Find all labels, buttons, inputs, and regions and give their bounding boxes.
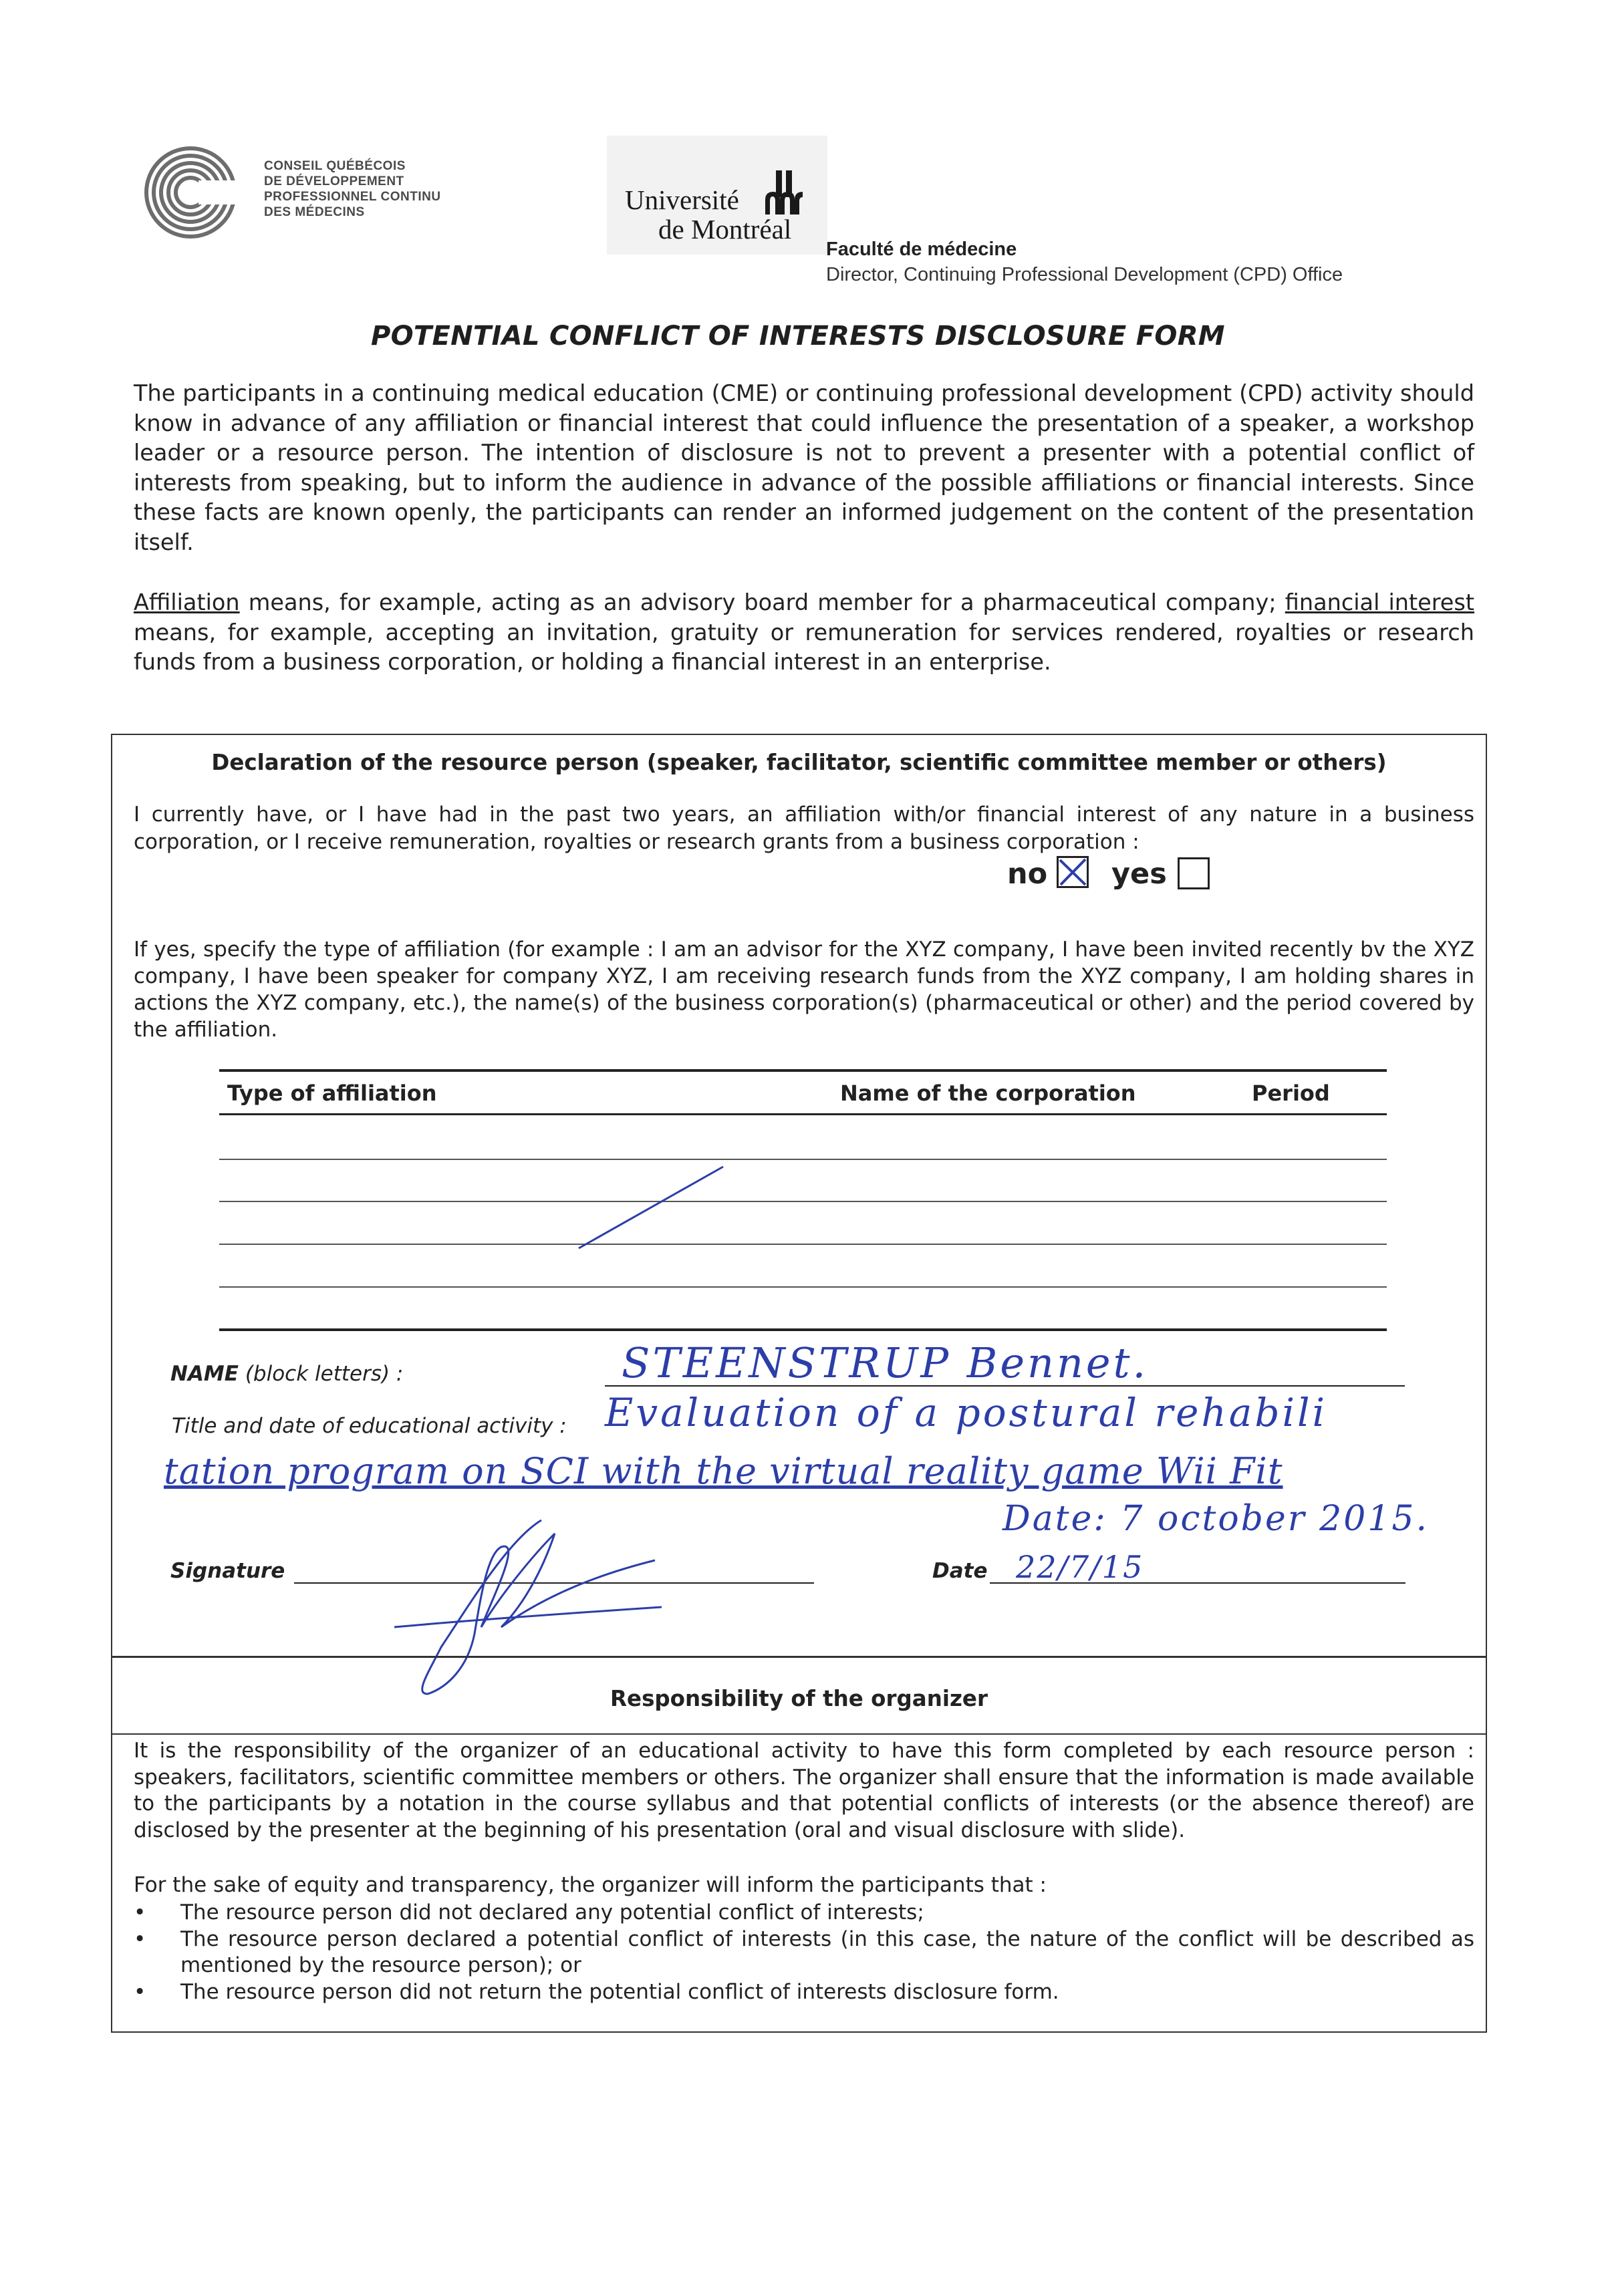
section-divider: [111, 1733, 1487, 1735]
activity-label: Title and date of educational activity :: [172, 1414, 567, 1438]
responsibility-intro: For the sake of equity and transparency, the organizer will inform the participants that :: [134, 1873, 1047, 1897]
name-value[interactable]: STEENSTRUP Bennet.: [622, 1338, 1149, 1387]
cqdpcm-logo: [144, 146, 237, 239]
declaration-heading: Declaration of the resource person (speaker, facilitator, scientific committee member or others): [211, 750, 1387, 775]
office-name: Director, Continuing Professional Development (CPD) Office: [826, 264, 1343, 285]
council-line: DE DÉVELOPPEMENT: [264, 174, 404, 188]
bullet-icon: •: [134, 1900, 146, 1924]
section-divider: [111, 1656, 1487, 1658]
no-checkbox[interactable]: [1057, 856, 1089, 888]
declaration-statement: I currently have, or I have had in the past two years, an affiliation with/or financial interest of any nature in a business corporation, or I receive remuneration, royalties or research grants from a business corporation :: [134, 803, 1474, 854]
table-bottom-rule: [219, 1328, 1387, 1331]
council-name: [264, 158, 441, 220]
bullet-icon: •: [134, 1979, 146, 2004]
col-period: Period: [1252, 1081, 1330, 1106]
list-item-text: The resource person declared a potential conflict of interests (in this case, the nature of the conflict will be described as mentioned by the resource person); or: [180, 1926, 1474, 1977]
activity-value-line2[interactable]: tation program on SCI with the virtual reality game Wii Fit: [164, 1450, 1283, 1492]
definition-paragraph: [134, 588, 1474, 678]
activity-value-line1[interactable]: Evaluation of a postural rehabili: [605, 1390, 1328, 1435]
faculty-name: Faculté de médecine: [826, 239, 1017, 260]
table-header-rule: [219, 1113, 1387, 1115]
activity-value-line3[interactable]: Date: 7 october 2015.: [1002, 1499, 1429, 1539]
responsibility-text: It is the responsibility of the organizer of an educational activity to have this form completed by each resource person : speakers, facilitators, scientific committee members or others. The organizer shall ensure that the information is made available to the participants by a notation in the course syllabus and that potential conflicts of interests (or the absence thereof) are disclosed by the presenter at the beginning of his presentation (oral and visual disclosure with slide).: [134, 1739, 1474, 1842]
council-line: PROFESSIONNEL CONTINU: [264, 190, 441, 204]
strike-through-mark: [575, 1163, 728, 1253]
name-label-hint: (block letters) :: [238, 1362, 404, 1386]
yes-checkbox[interactable]: [1178, 857, 1210, 889]
list-item-text: The resource person did not return the potential conflict of interests disclosure form.: [180, 1979, 1059, 2004]
responsibility-bullets: [134, 1900, 1474, 2005]
table-row-line: [219, 1201, 1387, 1202]
university-emblem-icon: [764, 170, 804, 214]
table-row-line: [219, 1159, 1387, 1160]
date-value[interactable]: 22/7/15: [1016, 1549, 1144, 1585]
signature-label: Signature: [170, 1559, 285, 1583]
council-line: CONSEIL QUÉBÉCOIS: [264, 159, 406, 173]
if-yes-instructions: If yes, specify the type of affiliation (for example : I am an advisor for the XYZ company, I have been invited recently bv the XYZ company, I have been speaker for company XYZ, I am receiving research funds from the XYZ company, I am holding shares in actions the XYZ company, etc.), the name(s) of the business corporation(s) (pharmaceutical or other) and the period covered by the affiliation.: [134, 938, 1474, 1042]
list-item: [134, 1979, 1474, 2006]
col-type-of-affiliation: Type of affiliation: [227, 1081, 437, 1106]
no-label: no: [1007, 857, 1048, 891]
col-name-of-corporation: Name of the corporation: [840, 1081, 1136, 1106]
university-line: Université: [625, 184, 739, 215]
term-affiliation: Affiliation: [134, 589, 240, 615]
date-label: Date: [932, 1559, 988, 1583]
name-label-bold: NAME: [170, 1362, 239, 1386]
intro-paragraph: The participants in a continuing medical education (CME) or continuing professional development (CPD) activity should know in advance of any affiliation or financial interest that could influence the presentation of a speaker, a workshop leader or a resource person. The intention of disclosure is not to prevent a presenter with a potential conflict of interests from speaking, but to inform the audience in advance of the possible affiliations or financial interests. Since these facts are known openly, the participants can render an informed judgement on the content of the presentation itself.: [134, 380, 1474, 555]
table-top-rule: [219, 1069, 1387, 1072]
form-title: POTENTIAL CONFLICT OF INTERESTS DISCLOSURE FORM: [371, 321, 1225, 351]
bullet-icon: •: [134, 1926, 146, 1951]
table-row-line: [219, 1286, 1387, 1288]
list-item: [134, 1900, 1474, 1926]
yes-label: yes: [1111, 857, 1167, 891]
table-row-line: [219, 1244, 1387, 1245]
list-item-text: The resource person did not declared any potential conflict of interests;: [180, 1900, 924, 1924]
council-line: DES MÉDECINS: [264, 205, 365, 219]
definition-text: means, for example, acting as an advisory board member for a pharmaceutical company;: [239, 589, 1285, 615]
responsibility-heading: Responsibility of the organizer: [610, 1686, 988, 1711]
definition-text: means, for example, accepting an invitation, gratuity or remuneration for services rendered, royalties or research funds from a business corporation, or holding a financial interest in an enterprise.: [134, 619, 1474, 675]
term-financial-interest: financial interest: [1285, 589, 1474, 615]
handwritten-signature: [388, 1514, 668, 1701]
name-label: [170, 1362, 403, 1386]
list-item: [134, 1926, 1474, 1979]
checkmark-x-icon: [1059, 858, 1087, 886]
university-line: de Montréal: [658, 214, 792, 245]
